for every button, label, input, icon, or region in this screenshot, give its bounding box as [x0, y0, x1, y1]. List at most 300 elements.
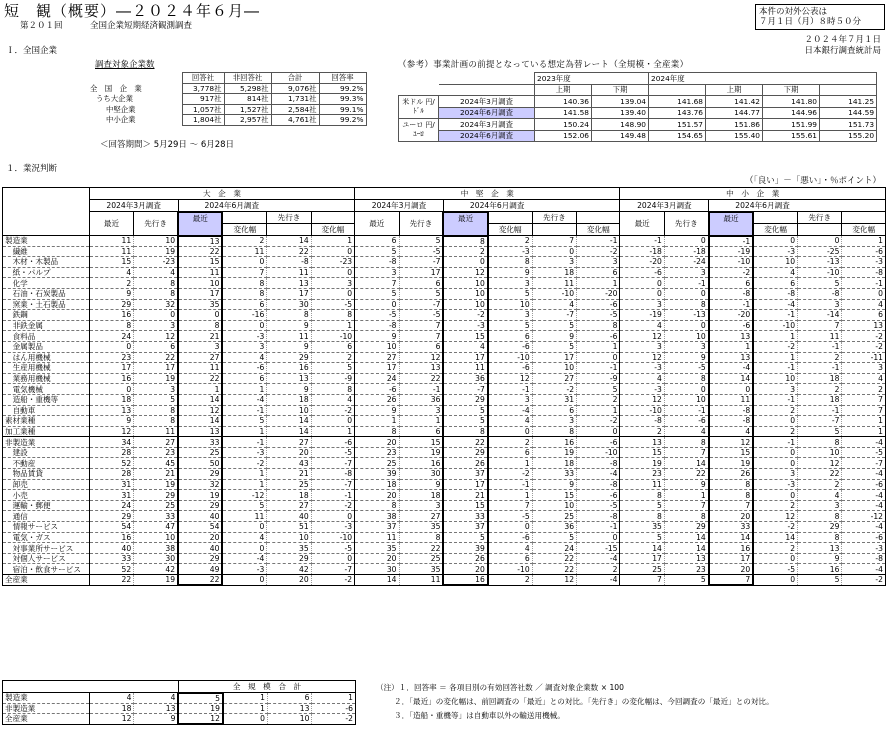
industry-name: 通信 [3, 511, 90, 522]
value-cell: 3 [798, 500, 842, 511]
fx-value: 155.40 [706, 130, 763, 142]
value-cell: -4 [842, 564, 886, 575]
col-blank [753, 212, 797, 224]
value-cell: 33 [178, 437, 222, 448]
col-recent-cur: 最近 [709, 212, 753, 224]
value-cell: 22 [532, 564, 576, 575]
value-cell: 29 [443, 394, 487, 405]
value-cell: -8 [577, 511, 620, 522]
survey-round: 第２０１回 [20, 21, 63, 31]
value-cell: 11 [178, 363, 222, 374]
value-cell: 14 [664, 532, 708, 543]
value-cell: 25 [620, 564, 664, 575]
value-cell: -6 [488, 363, 532, 374]
value-cell: -4 [577, 553, 620, 564]
coverage-cell: 4,761社 [271, 115, 319, 126]
value-cell: -1 [222, 437, 266, 448]
value-cell: 9 [267, 320, 311, 331]
fx-title: （参考）事業計画の前提となっている想定為替レート（全規模・全産業） [398, 60, 689, 70]
value-cell: 8 [443, 236, 487, 247]
survey-prev-header: 2024年3月調査 [355, 200, 444, 212]
value-cell: 22 [443, 437, 487, 448]
value-cell: -5 [311, 543, 354, 554]
value-cell: -8 [709, 405, 753, 416]
table-row [3, 310, 886, 321]
value-cell: 4 [842, 373, 886, 384]
value-cell: 51 [267, 522, 311, 533]
value-cell: 20 [267, 575, 311, 586]
col-recent-cur-lower [709, 224, 753, 236]
value-cell: 15 [443, 500, 487, 511]
value-cell: -4 [709, 363, 753, 374]
value-cell: 12 [399, 352, 443, 363]
value-cell: 1 [842, 416, 886, 427]
value-cell: 29 [267, 553, 311, 564]
value-cell: 0 [753, 236, 797, 247]
table-row [3, 532, 886, 543]
value-cell: 4 [443, 341, 487, 352]
value-cell: 12 [89, 714, 133, 725]
value-cell: 7 [709, 500, 753, 511]
value-cell: 0 [222, 257, 266, 268]
value-cell: -4 [842, 500, 886, 511]
coverage-cell: 99.3% [319, 94, 366, 105]
value-cell: 8 [798, 511, 842, 522]
value-cell: -2 [577, 246, 620, 257]
value-cell: 12 [620, 331, 664, 342]
value-cell: 20 [355, 490, 399, 501]
value-cell: -4 [222, 553, 266, 564]
value-cell: 14 [267, 236, 311, 247]
value-cell: 19 [709, 458, 753, 469]
coverage-cell: 814社 [224, 94, 271, 105]
fx-value: 151.57 [649, 119, 706, 131]
value-cell: 1 [577, 341, 620, 352]
value-cell: 8 [222, 288, 266, 299]
value-cell: 5 [620, 532, 664, 543]
industry-name: 不動産 [3, 458, 90, 469]
value-cell: 14 [664, 458, 708, 469]
value-cell: 20 [355, 553, 399, 564]
value-cell: -6 [311, 437, 354, 448]
coverage-col-total: 合計 [271, 73, 319, 84]
value-cell: 7 [842, 394, 886, 405]
table-header-groups [3, 188, 886, 200]
value-cell: 3 [311, 278, 354, 289]
value-cell: 22 [399, 373, 443, 384]
value-cell: 1 [222, 469, 266, 480]
coverage-col-nonanswered: 非回答社 [224, 73, 271, 84]
value-cell: 8 [134, 405, 178, 416]
coverage-row-label: 中堅企業 [106, 104, 136, 114]
value-cell: 6 [532, 405, 576, 416]
value-cell: 21 [443, 490, 487, 501]
value-cell: 39 [355, 469, 399, 480]
value-cell: -1 [709, 299, 753, 310]
value-cell: 0 [753, 458, 797, 469]
value-cell: 35 [399, 522, 443, 533]
value-cell: -1 [753, 437, 797, 448]
value-cell: 18 [798, 394, 842, 405]
value-cell: 1 [312, 693, 356, 704]
all-size-title: 全 規 模 合 計 [178, 681, 355, 693]
value-cell: 21 [267, 469, 311, 480]
value-cell: 21 [134, 469, 178, 480]
value-cell: 21 [178, 331, 222, 342]
value-cell: -3 [222, 564, 266, 575]
value-cell: -10 [798, 267, 842, 278]
value-cell: 16 [89, 532, 133, 543]
value-cell: 18 [532, 267, 576, 278]
value-cell: 16 [709, 543, 753, 554]
table-row [3, 236, 886, 247]
value-cell: 20 [267, 447, 311, 458]
value-cell: 40 [89, 543, 133, 554]
value-cell: -7 [311, 458, 354, 469]
value-cell: -23 [311, 257, 354, 268]
value-cell: 25 [399, 553, 443, 564]
value-cell: -9 [577, 373, 620, 384]
col-blank [577, 212, 620, 224]
value-cell: 2 [443, 246, 487, 257]
value-cell: 19 [178, 703, 222, 714]
fx-label-eur: ユーロ 円/ﾕｰﾛ [399, 119, 439, 142]
value-cell: -1 [577, 522, 620, 533]
value-cell: 5 [532, 341, 576, 352]
col-recent-cur-lower [443, 224, 487, 236]
value-cell: 12 [753, 511, 797, 522]
value-cell: 8 [664, 373, 708, 384]
coverage-cell: 917社 [182, 94, 224, 105]
value-cell: -1 [753, 363, 797, 374]
value-cell: 12 [178, 405, 222, 416]
all-size-row [3, 693, 356, 704]
value-cell: -20 [620, 257, 664, 268]
value-cell: 17 [443, 479, 487, 490]
value-cell: 8 [620, 511, 664, 522]
fx-value: 139.04 [592, 96, 649, 108]
col-forecast-cur: 先行き [532, 212, 576, 224]
value-cell: 6 [488, 447, 532, 458]
table-row [3, 246, 886, 257]
table-row [3, 479, 886, 490]
header-blank [3, 681, 179, 693]
coverage-table [86, 72, 367, 126]
value-cell: 13 [620, 437, 664, 448]
value-cell: -19 [709, 246, 753, 257]
value-cell: 1 [709, 341, 753, 352]
industry-name: 電気機械 [3, 384, 90, 395]
value-cell: 9 [488, 267, 532, 278]
value-cell: 16 [399, 458, 443, 469]
value-cell: 18 [532, 458, 576, 469]
all-size-row [3, 714, 356, 725]
fx-survey-label: 2024年6月調査 [439, 130, 535, 142]
table-row [3, 564, 886, 575]
value-cell: 0 [620, 288, 664, 299]
fx-h2-2023: 下期 [592, 84, 649, 96]
value-cell: 10 [443, 278, 487, 289]
fx-value: 152.06 [535, 130, 592, 142]
value-cell: -1 [798, 341, 842, 352]
value-cell: 5 [134, 394, 178, 405]
value-cell: 9 [399, 479, 443, 490]
value-cell: 16 [443, 575, 487, 586]
value-cell: -8 [842, 553, 886, 564]
value-cell: 7 [532, 236, 576, 247]
value-cell: 3 [488, 278, 532, 289]
value-cell: 4 [620, 373, 664, 384]
value-cell: -10 [311, 532, 354, 543]
fx-value: 151.99 [763, 119, 820, 131]
value-cell: -6 [312, 703, 356, 714]
value-cell: -1 [488, 384, 532, 395]
value-cell: -24 [664, 257, 708, 268]
value-cell: 8 [798, 532, 842, 543]
value-cell: 8 [89, 320, 133, 331]
value-cell: -3 [443, 320, 487, 331]
value-cell: -4 [842, 522, 886, 533]
value-cell: -4 [577, 469, 620, 480]
value-cell: 2 [753, 426, 797, 437]
industry-name: 化学 [3, 278, 90, 289]
release-date: ２０２４年７月１日 [804, 35, 881, 45]
value-cell: 22 [399, 543, 443, 554]
value-cell: 13 [178, 426, 222, 437]
value-cell: -7 [399, 257, 443, 268]
value-cell: 36 [399, 394, 443, 405]
organization: 日本銀行調査統計局 [804, 46, 881, 56]
industry-name: はん用機械 [3, 352, 90, 363]
value-cell: 22 [89, 575, 133, 586]
value-cell: 8 [577, 320, 620, 331]
value-cell: 19 [399, 447, 443, 458]
value-cell: 10 [664, 394, 708, 405]
value-cell: 2 [753, 543, 797, 554]
fx-year-2024: 2024年度 [649, 73, 877, 85]
value-cell: 1 [842, 426, 886, 437]
coverage-row-label: 中小企業 [106, 115, 136, 125]
value-cell: 3 [620, 299, 664, 310]
value-cell: 5 [222, 500, 266, 511]
value-cell: 2 [577, 564, 620, 575]
value-cell: 7 [842, 405, 886, 416]
value-cell: 11 [267, 267, 311, 278]
value-cell: -7 [311, 479, 354, 490]
value-cell: 12 [532, 575, 576, 586]
value-cell: -3 [753, 479, 797, 490]
value-cell: -2 [488, 469, 532, 480]
industry-name: 非製造業 [3, 437, 90, 448]
value-cell: 2 [842, 384, 886, 395]
value-cell: 3 [134, 320, 178, 331]
value-cell: 10 [532, 363, 576, 374]
value-cell: 0 [753, 553, 797, 564]
table-row [3, 278, 886, 289]
value-cell: 9 [89, 288, 133, 299]
value-cell: 10 [134, 532, 178, 543]
value-cell: 37 [355, 522, 399, 533]
value-cell: 8 [311, 384, 354, 395]
value-cell: -20 [577, 288, 620, 299]
value-cell: -3 [620, 384, 664, 395]
value-cell: 3 [355, 267, 399, 278]
value-cell: 11 [798, 331, 842, 342]
value-cell: 27 [134, 437, 178, 448]
value-cell: 6 [709, 278, 753, 289]
value-cell: 38 [355, 511, 399, 522]
value-cell: 34 [89, 437, 133, 448]
value-cell: 35 [355, 543, 399, 554]
value-cell: 14 [355, 575, 399, 586]
coverage-cell: 2,957社 [224, 115, 271, 126]
value-cell: 37 [443, 469, 487, 480]
value-cell: -2 [842, 341, 886, 352]
value-cell: 26 [443, 553, 487, 564]
industry-name: 非鉄金属 [3, 320, 90, 331]
value-cell: 13 [267, 373, 311, 384]
value-cell: 7 [355, 278, 399, 289]
value-cell: 10 [488, 299, 532, 310]
value-cell: 3 [664, 341, 708, 352]
value-cell: 47 [134, 522, 178, 533]
value-cell: -3 [842, 543, 886, 554]
value-cell: -5 [842, 447, 886, 458]
all-size-table [2, 680, 356, 725]
value-cell: 30 [355, 564, 399, 575]
value-cell: 0 [664, 320, 708, 331]
value-cell: -1 [577, 363, 620, 374]
value-cell: 3 [399, 500, 443, 511]
value-cell: -3 [222, 447, 266, 458]
survey-prev-header: 2024年3月調査 [620, 200, 709, 212]
value-cell: 10 [267, 532, 311, 543]
value-cell: 30 [134, 553, 178, 564]
value-cell: 18 [89, 394, 133, 405]
value-cell: -8 [577, 458, 620, 469]
value-cell: 5 [399, 288, 443, 299]
value-cell: 9 [798, 553, 842, 564]
unit-note: （「良い」－「悪い」・％ポイント） [744, 176, 881, 186]
value-cell: -20 [709, 310, 753, 321]
all-size-row [3, 703, 356, 714]
value-cell: 2 [577, 394, 620, 405]
value-cell: 8 [178, 320, 222, 331]
value-cell: 12 [620, 352, 664, 363]
value-cell: 3 [399, 405, 443, 416]
value-cell: 8 [311, 310, 354, 321]
value-cell: 17 [134, 363, 178, 374]
value-cell: -4 [753, 299, 797, 310]
industry-name: 電気・ガス [3, 532, 90, 543]
value-cell: 3 [753, 384, 797, 395]
fx-value: 151.86 [706, 119, 763, 131]
value-cell: 6 [399, 278, 443, 289]
value-cell: 5 [222, 416, 266, 427]
value-cell: 1 [664, 490, 708, 501]
table-row [3, 352, 886, 363]
value-cell: 0 [532, 246, 576, 257]
value-cell: 40 [267, 511, 311, 522]
value-cell: 3 [134, 384, 178, 395]
value-cell: -3 [620, 363, 664, 374]
value-cell: 50 [178, 458, 222, 469]
value-cell: 1 [355, 416, 399, 427]
value-cell: 8 [134, 278, 178, 289]
value-cell: 5 [399, 236, 443, 247]
value-cell: 2 [222, 236, 266, 247]
value-cell: 7 [620, 575, 664, 586]
industry-name: 小売 [3, 490, 90, 501]
value-cell: 30 [399, 469, 443, 480]
value-cell: 19 [134, 246, 178, 257]
value-cell: 2 [798, 479, 842, 490]
value-cell: 18 [267, 394, 311, 405]
value-cell: 37 [443, 522, 487, 533]
value-cell: 18 [355, 479, 399, 490]
value-cell: 27 [355, 352, 399, 363]
fx-row [399, 119, 877, 131]
value-cell: 3 [488, 394, 532, 405]
value-cell: 16 [532, 437, 576, 448]
value-cell: 6 [753, 278, 797, 289]
value-cell: -2 [709, 267, 753, 278]
value-cell: 4 [664, 426, 708, 437]
value-cell: 1 [753, 331, 797, 342]
value-cell: 12 [134, 331, 178, 342]
col-change-recent: 変化幅 [222, 224, 266, 236]
value-cell: 13 [399, 363, 443, 374]
value-cell: 13 [178, 236, 222, 247]
industry-name: 繊維 [3, 246, 90, 257]
value-cell: 0 [311, 246, 354, 257]
value-cell: 35 [178, 299, 222, 310]
value-cell: 14 [709, 532, 753, 543]
value-cell: 22 [178, 373, 222, 384]
value-cell: 8 [355, 426, 399, 437]
fx-value: 141.58 [535, 107, 592, 119]
value-cell: -4 [842, 469, 886, 480]
value-cell: -6 [842, 479, 886, 490]
value-cell: 0 [89, 384, 133, 395]
table-row [3, 511, 886, 522]
value-cell: 8 [399, 532, 443, 543]
industry-name: 自動車 [3, 405, 90, 416]
value-cell: 23 [620, 469, 664, 480]
value-cell: 29 [178, 469, 222, 480]
value-cell: -10 [620, 405, 664, 416]
value-cell: -2 [753, 522, 797, 533]
col-blank [222, 212, 266, 224]
value-cell: 9 [664, 352, 708, 363]
fx-label-usd: 米ドル 円/ﾄﾞﾙ [399, 96, 439, 119]
value-cell: -16 [222, 310, 266, 321]
value-cell: -6 [577, 490, 620, 501]
coverage-title: 調査対象企業数 [95, 60, 155, 70]
table-row [3, 320, 886, 331]
value-cell: 16 [89, 373, 133, 384]
value-cell: 0 [311, 267, 354, 278]
value-cell: 9 [532, 331, 576, 342]
col-forecast-cur: 先行き [267, 212, 311, 224]
value-cell: 5 [355, 246, 399, 257]
value-cell: 22 [267, 246, 311, 257]
value-cell: 10 [532, 500, 576, 511]
value-cell: -3 [753, 246, 797, 257]
value-cell: 8 [664, 437, 708, 448]
value-cell: 18 [798, 373, 842, 384]
fx-header-half [399, 84, 877, 96]
